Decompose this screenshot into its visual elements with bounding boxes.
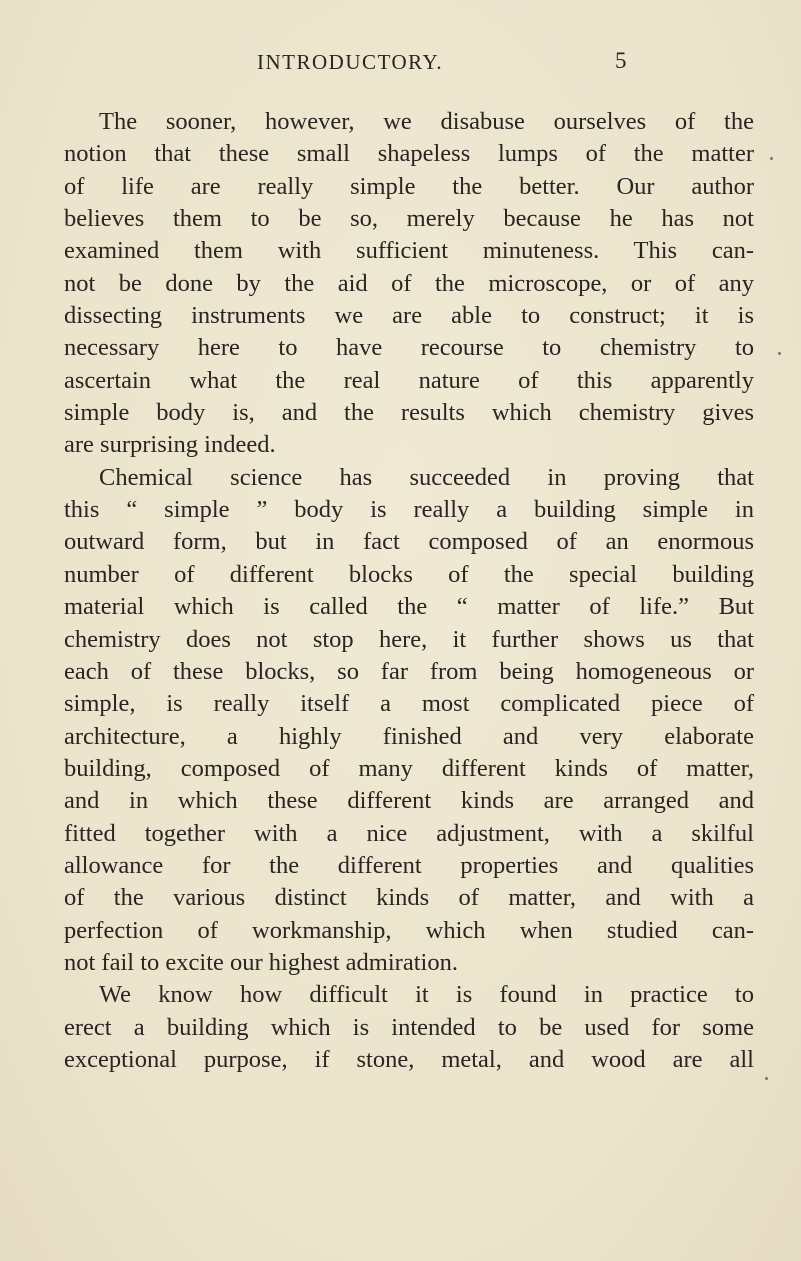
text-line: chemistry does not stop here, it further shows us that [64, 625, 754, 653]
page-number: 5 [615, 48, 627, 73]
text-line: architecture, a highly finished and very elaborate [64, 722, 754, 750]
text-line: outward form, but in fact composed of an enormous [64, 528, 754, 556]
text-line: believes them to be so, merely because he has not [64, 205, 754, 233]
text-line: necessary here to have recourse to chemistry to [64, 334, 754, 362]
paper-speck [778, 352, 781, 355]
text-line: of the various distinct kinds of matter, and with a [64, 884, 754, 912]
text-line: material which is called the “ matter of life.” But [64, 593, 754, 621]
text-line: allowance for the different properties and qualities [64, 851, 754, 879]
text-line: simple, is really itself a most complicated piece of [64, 690, 754, 718]
text-line: erect a building which is intended to be used for some [64, 1013, 754, 1041]
running-head: INTRODUCTORY. [257, 50, 444, 74]
text-line: each of these blocks, so far from being homogeneous or [64, 657, 754, 685]
page-header [0, 50, 801, 80]
text-line: simple body is, and the results which chemistry gives [64, 399, 754, 427]
text-line: number of different blocks of the special building [64, 560, 754, 588]
text-line: We know how difficult it is found in practice to [99, 981, 754, 1009]
text-line: dissecting instruments we are able to construct; it is [64, 302, 754, 330]
text-line: perfection of workmanship, which when studied can- [64, 916, 754, 944]
text-line: fitted together with a nice adjustment, with a skilful [64, 819, 754, 847]
text-line: this “ simple ” body is really a building simple in [64, 496, 754, 524]
text-line: of life are really simple the better. Our author [64, 172, 754, 200]
text-line: examined them with sufficient minuteness. This can- [64, 237, 754, 265]
paper-speck [765, 1077, 768, 1080]
text-line: are surprising indeed. [64, 431, 276, 459]
text-line: Chemical science has succeeded in proving that [99, 463, 754, 491]
text-line: and in which these different kinds are arranged and [64, 787, 754, 815]
text-line: not fail to excite our highest admiration. [64, 948, 458, 976]
paper-speck [770, 157, 773, 160]
text-line: notion that these small shapeless lumps of the matter [64, 140, 754, 168]
text-line: ascertain what the real nature of this apparently [64, 366, 754, 394]
text-line: not be done by the aid of the microscope, or of any [64, 269, 754, 297]
body-text [64, 106, 754, 1076]
text-line: exceptional purpose, if stone, metal, and wood are all [64, 1045, 754, 1073]
text-line: building, composed of many different kinds of matter, [64, 754, 754, 782]
text-line: The sooner, however, we disabuse ourselves of the [99, 108, 754, 135]
